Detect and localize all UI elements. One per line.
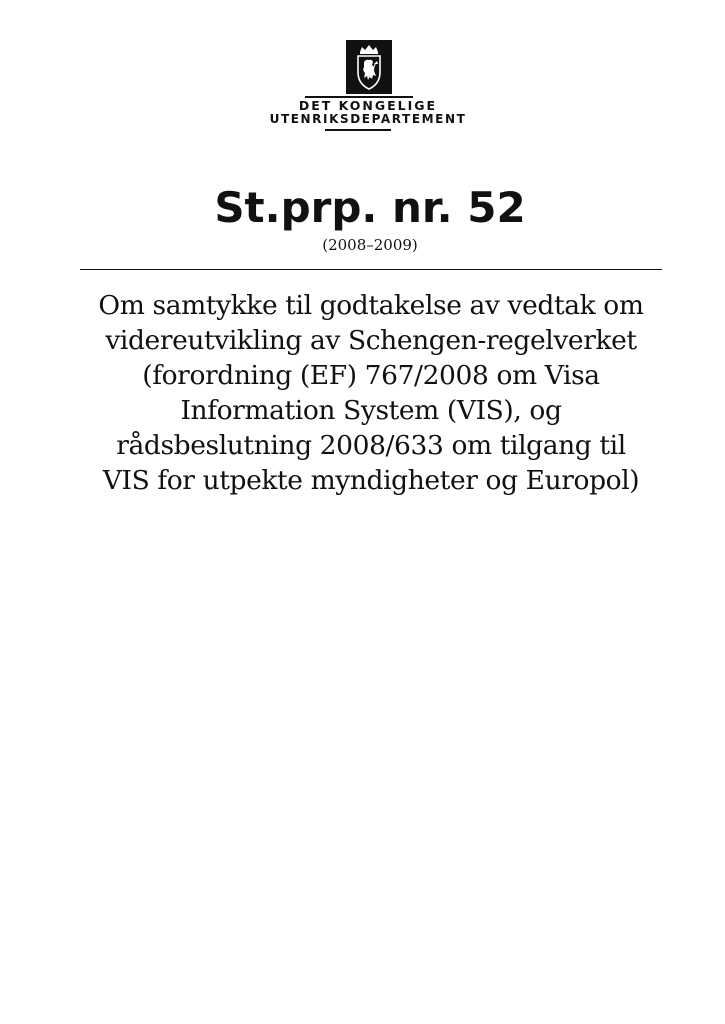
subject-line: (forordning (EF) 767/2008 om Visa (142, 360, 600, 391)
subject-line: Information System (VIS), og (180, 395, 562, 426)
subject-line: Om samtykke til godtakelse av vedtak om (98, 290, 644, 321)
norwegian-coat-of-arms-icon (346, 40, 392, 94)
parliamentary-session: (2008–2009) (322, 236, 418, 254)
document-title: St.prp. nr. 52 (214, 183, 526, 232)
title-divider (80, 269, 662, 270)
subject-line: rådsbeslutning 2008/633 om tilgang til (116, 430, 626, 461)
department-name-line2: UTENRIKSDEPARTEMENT (269, 112, 467, 126)
document-subject (76, 288, 666, 498)
subject-line: videreutvikling av Schengen-regelverket (105, 325, 637, 356)
department-name-line1: DET KONGELIGE (298, 98, 438, 113)
subject-line: VIS for utpekte myndigheter og Europol) (102, 465, 640, 496)
header-rule-bottom (325, 129, 391, 131)
